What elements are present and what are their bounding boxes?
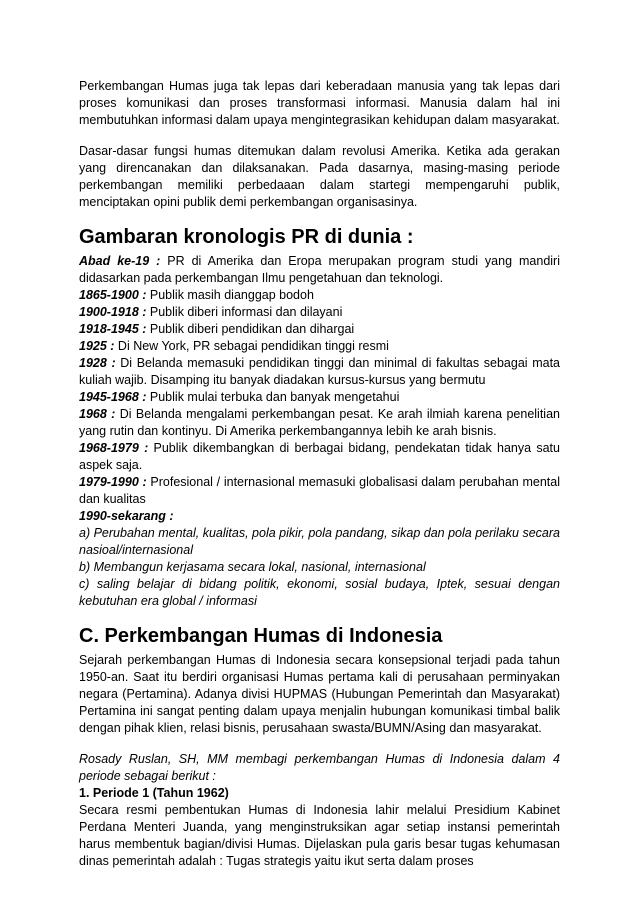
chronology-entry-label: 1990-sekarang : bbox=[79, 509, 174, 523]
chronology-entry bbox=[79, 474, 560, 508]
chronology-entry-label: Abad ke-19 : bbox=[79, 254, 161, 268]
chronology-entry-text: Profesional / internasional memasuki globalisasi dalam perubahan mental dan kualitas bbox=[79, 475, 560, 506]
indonesia-paragraph-1: Sejarah perkembangan Humas di Indonesia secara konsepsional terjadi pada tahun 1950-an. Saat itu berdiri organisasi Humas pertama kali di perusahaan perminyakan negara (Pertamina). Adanya divisi HUPMAS (Hubungan Pemerintah dan Masyarakat) Pertamina ini sangat penting dalam upaya menjalin hubungan komunikasi timbal balik dengan pihak klien, relasi bisnis, perusahaan swasta/BUMN/Asing dan masyarakat. bbox=[79, 653, 560, 735]
chronology-entry-text: Publik diberi informasi dan dilayani bbox=[146, 305, 343, 319]
chronology-entry-label: 1979-1990 : bbox=[79, 475, 147, 489]
chronology-entry bbox=[79, 338, 560, 355]
chronology-entry-text: Di New York, PR sebagai pendidikan tinggi resmi bbox=[114, 339, 389, 353]
period-paragraph: Secara resmi pembentukan Humas di Indonesia lahir melalui Presidium Kabinet Perdana Menteri Juanda, yang menginstruksikan agar setiap instansi pemerintah harus membentuk bagian/divisi Humas. Dijelaskan pula garis besar tugas kehumasan dinas pemerintah adalah : Tugas strategis yaitu ikut serta dalam proses bbox=[79, 803, 560, 868]
chronology-entry bbox=[79, 287, 560, 304]
chronology-entry-text: Di Belanda mengalami perkembangan pesat. Ke arah ilmiah karena penelitian yang rutin dan kontinyu. Di Amerika perkembangannya lebih ke arah bisnis. bbox=[79, 407, 560, 438]
chronology-entry-label: 1968 : bbox=[79, 407, 116, 421]
section-title-chronology: Gambaran kronologis PR di dunia : bbox=[79, 226, 414, 248]
chronology-point: c) saling belajar di bidang politik, ekonomi, sosial budaya, Iptek, sesuai dengan kebutuhan era global / informasi bbox=[79, 577, 560, 608]
chronology-entry-text: Di Belanda memasuki pendidikan tinggi dan minimal di fakultas sebagai mata kuliah wajib. Disamping itu banyak diadakan kursus-kursus yang bermutu bbox=[79, 356, 560, 387]
chronology-points bbox=[79, 525, 560, 610]
chronology-entry-text: Publik mulai terbuka dan banyak mengetahui bbox=[146, 390, 400, 404]
chronology-entry-label: 1900-1918 : bbox=[79, 305, 147, 319]
chronology-entry bbox=[79, 389, 560, 406]
intro-paragraph-2: Dasar-dasar fungsi humas ditemukan dalam revolusi Amerika. Ketika ada gerakan yang direncanakan dan dilaksanakan. Pada dasarnya, masing-masing periode perkembangan memiliki perbedaaan dalam startegi mempengaruhi publik, menciptakan opini publik demi perkembangan organisasinya. bbox=[79, 144, 560, 209]
chronology-entry-text: Publik masih dianggap bodoh bbox=[146, 288, 314, 302]
chronology-entry bbox=[79, 253, 560, 287]
chronology-entry-text: PR di Amerika dan Eropa merupakan program studi yang mandiri didasarkan pada perkembangan Ilmu pengetahuan dan teknologi. bbox=[79, 254, 560, 285]
chronology-point: b) Membangun kerjasama secara lokal, nasional, internasional bbox=[79, 560, 426, 574]
chronology-entry-label: 1918-1945 : bbox=[79, 322, 147, 336]
chronology-entry-text: Publik diberi pendidikan dan dihargai bbox=[146, 322, 355, 336]
chronology-entry-text: Publik dikembangkan di berbagai bidang, pendekatan tidak hanya satu aspek saja. bbox=[79, 441, 560, 472]
document-page bbox=[79, 78, 560, 870]
chronology-entry-label: 1865-1900 : bbox=[79, 288, 147, 302]
chronology-entry bbox=[79, 304, 560, 321]
chronology-point: a) Perubahan mental, kualitas, pola pikir, pola pandang, sikap dan pola perilaku secara nasioal/internasional bbox=[79, 526, 560, 557]
period-title: 1. Periode 1 (Tahun 1962) bbox=[79, 786, 229, 800]
section-title-indonesia: C. Perkembangan Humas di Indonesia bbox=[79, 625, 443, 647]
intro-paragraph-1: Perkembangan Humas juga tak lepas dari keberadaan manusia yang tak lepas dari proses komunikasi dan proses transformasi informasi. Manusia dalam hal ini membutuhkan informasi dalam upaya mengintegrasikan kehidupan dalam masyarakat. bbox=[79, 79, 560, 127]
quote-paragraph: Rosady Ruslan, SH, MM membagi perkembangan Humas di Indonesia dalam 4 periode sebagai berikut : bbox=[79, 752, 560, 783]
chronology-entry-label: 1928 : bbox=[79, 356, 116, 370]
chronology-entry-label: 1945-1968 : bbox=[79, 390, 147, 404]
chronology-entry-label: 1925 : bbox=[79, 339, 115, 353]
chronology-entry-label: 1968-1979 : bbox=[79, 441, 149, 455]
chronology-entry bbox=[79, 440, 560, 474]
chronology-entry bbox=[79, 508, 560, 525]
chronology-list bbox=[79, 253, 560, 525]
chronology-entry bbox=[79, 355, 560, 389]
chronology-entry bbox=[79, 321, 560, 338]
chronology-entry bbox=[79, 406, 560, 440]
